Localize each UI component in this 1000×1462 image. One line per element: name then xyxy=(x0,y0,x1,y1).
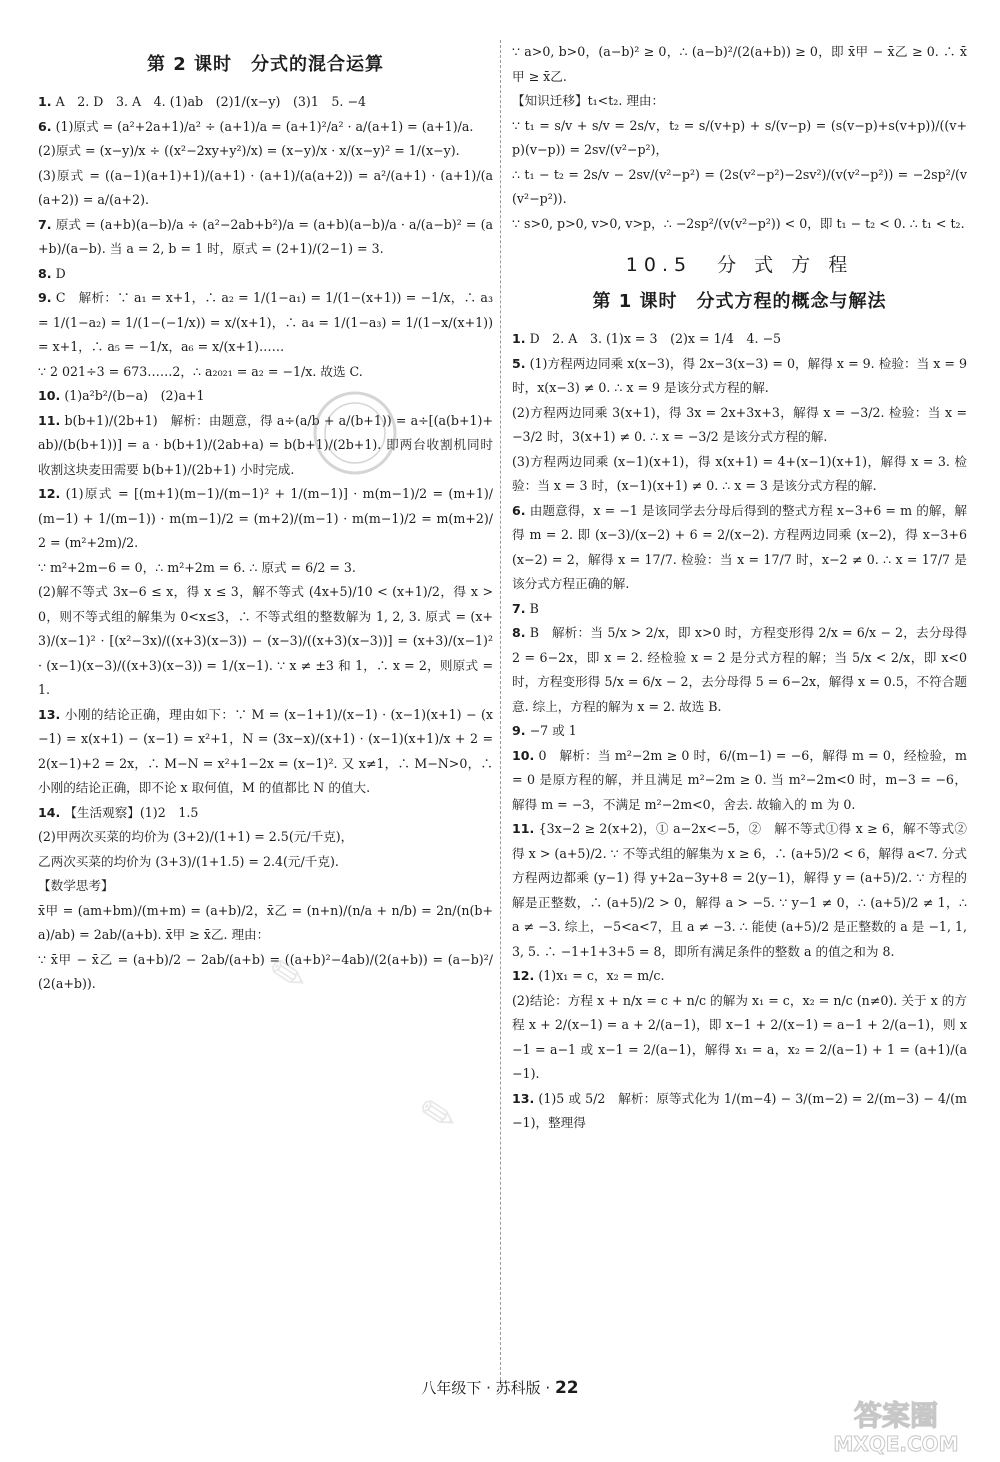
lesson-title-right: 第 1 课时 分式方程的概念与解法 xyxy=(592,291,887,312)
answer-item xyxy=(512,401,972,450)
answer-text: 0 解析：当 m²−2m ≥ 0 时，6/(m−1) = −6，解得 m = 0，经检验，m = 0 是原方程的解，并且满足 m²−2m ≥ 0. 当 m²−2m<0 时，m−3 = −6，解得 m = −3，不满足 m²−2m<0，舍去. 故输入的 m 为 0. xyxy=(512,747,972,812)
answer-item xyxy=(512,964,967,989)
section-title: 10.5 分 式 方 程 xyxy=(625,254,854,276)
answer-number: 9. xyxy=(512,723,526,738)
answer-item xyxy=(38,703,498,801)
left-column xyxy=(38,40,498,997)
answer-item xyxy=(38,825,493,850)
answer-item xyxy=(512,597,967,622)
answer-number: 8. xyxy=(38,265,52,281)
answer-number: 8. xyxy=(512,625,526,640)
answer-text: x̄甲 = (am+bm)/(m+m) = (a+b)/2，x̄乙 = (n+n)/(n/a + n/b) = 2n/(n(b+a)/ab) = 2ab/(a+b). x̄甲 ≥ x̄乙. 理由： xyxy=(38,902,493,942)
answer-number: 13. xyxy=(512,1090,535,1106)
answer-number: 5. xyxy=(512,355,526,371)
answer-text: ∵ m²+2m−6 = 0，∴ m²+2m = 6. ∴ 原式 = 6/2 = 3. xyxy=(38,559,356,575)
answer-number: 12. xyxy=(38,486,61,501)
watermark-ghost-text-2: ✎ xyxy=(415,1086,462,1145)
answer-number: 6. xyxy=(38,118,52,134)
answer-number: 10. xyxy=(38,388,61,403)
answer-item xyxy=(38,482,493,556)
answer-number: 9. xyxy=(38,290,52,305)
answer-text: ∵ t₁ = s/v + s/v = 2s/v，t₂ = s/(v+p) + s/(v−p) = (s(v−p)+s(v+p))/((v+p)(v−p)) = 2sv/(v²−p²)， xyxy=(512,117,967,157)
answer-text: (1)原式 = (a²+2a+1)/a² ÷ (a+1)/a = (a+1)²/a² · a/(a+1) = (a+1)/a. xyxy=(51,118,474,134)
answer-item xyxy=(38,850,493,875)
answer-item xyxy=(38,580,498,703)
answer-text: 【知识迁移】t₁<t₂. 理由： xyxy=(512,93,665,108)
answer-text: (2)方程两边同乘 3(x+1)，得 3x = 2x+3x+3，解得 x = −3/2. 检验：当 x = −3/2 时，3(x+1) ≠ 0. ∴ x = −3/2 是该分式方程的解. xyxy=(512,404,972,444)
answer-number: 13. xyxy=(38,706,61,722)
answer-text: (2)结论：方程 x + n/x = c + n/c 的解为 x₁ = c，x₂ = n/c (n≠0). 关于 x 的方程 x + 2/(x−1) = a + 2/(a−1)，即 x−1 + 2/(x−1) = a−1 + 2/(a−1)，则 x−1 = a−1 或 x−1 = 2/(a−1)，解得 x₁ = a，x₂ = 2/(a−1) + 1 = (a+1)/(a−1). xyxy=(512,992,967,1081)
answer-item xyxy=(38,262,493,287)
answer-number: 14. xyxy=(38,804,61,820)
answer-item xyxy=(512,89,967,114)
answer-item xyxy=(38,164,493,213)
answer-text: ∵ s>0, p>0, v>0, v>p，∴ −2sp²/(v(v²−p²)) < 0，即 t₁ − t₂ < 0. ∴ t₁ < t₂. xyxy=(512,215,965,231)
watermark-ghost-text: ✎ xyxy=(265,946,312,1005)
answer-text: B xyxy=(525,600,539,616)
answer-text: 【数学思考】 xyxy=(38,878,114,893)
answer-text: {3x−2 ≥ 2(x+2)，① a−2x<−5，② 解不等式①得 x ≥ 6，解不等式②得 x > (a+5)/2. ∵ 不等式组的解集为 x ≥ 6，∴ (a+5)/2 < 6，解得 a<7. 分式方程两边都乘 (y−1) 得 y+2a−3y+8 = 2(y−1)，解得 y = (a+5)/2. ∵ 方程的解是正整数，∴ (a+5)/2 > 0，解得 a > −5. ∵ y−1 ≠ 0，∴ (a+5)/2 ≠ 1，∴ a ≠ −3. 综上，−5<a<7，且 a ≠ −3. ∴ 能使 (a+5)/2 是正整数的 a 是 −1, 1, 3, 5. ∴ −1+1+3+5 = 8，即所有满足条件的整数 a 的值之和为 8. xyxy=(512,821,972,959)
answer-item xyxy=(38,899,493,948)
left-answer-list xyxy=(38,90,498,997)
answer-text: (1)x₁ = c，x₂ = m/c. xyxy=(534,968,665,983)
answer-text: D xyxy=(51,265,66,281)
footer-label: 八年级下 · 苏科版 · xyxy=(421,1379,555,1397)
answer-number: 1. xyxy=(38,94,52,109)
answer-number: 10. xyxy=(512,747,535,763)
answer-text: 小刚的结论正确，理由如下：∵ M = (x−1+1)/(x−1) · (x−1)(x+1) − (x−1) = x(x+1) − (x−1) = x²+1，N = (3x−x)/(x+1) · (x−1)(x+1)/x + 2 = 2(x−1)+2 = 2x，∴ M−N = x²+1−2x = (x−1)². 又 x≠1，∴ M−N>0，∴ 小刚的结论正确，即不论 x 取何值，M 的值都比 N 的值大. xyxy=(38,706,498,795)
answer-item xyxy=(512,450,967,499)
right-continued-answers xyxy=(512,40,967,236)
answer-text: (2)甲两次买菜的均价为 (3+2)/(1+1) = 2.5(元/千克)， xyxy=(38,829,354,844)
answer-text: ∴ t₁ − t₂ = 2s/v − 2sv/(v²−p²) = (2s(v²−p²)−2sv²)/(v(v²−p²)) = −2sp²/(v(v²−p²)). xyxy=(512,166,967,206)
answer-item xyxy=(512,499,967,597)
answer-text: ∵ a>0, b>0，(a−b)² ≥ 0，∴ (a−b)²/(2(a+b)) ≥ 0，即 x̄甲 − x̄乙 ≥ 0. ∴ x̄甲 ≥ x̄乙. xyxy=(512,44,967,84)
answer-item xyxy=(512,40,967,89)
answer-item xyxy=(512,1087,967,1136)
answer-item xyxy=(512,114,967,163)
answer-text: 乙两次买菜的均价为 (3+3)/(1+1.5) = 2.4(元/千克). xyxy=(38,853,339,869)
answer-item xyxy=(512,744,972,818)
answer-text: (1)5 或 5/2 解析：原等式化为 1/(m−4) − 3/(m−2) = 2/(m−3) − 4/(m−1)，整理得 xyxy=(512,1090,967,1130)
answer-item xyxy=(38,115,493,140)
answer-item xyxy=(38,360,493,385)
answer-text: B 解析：当 5/x > 2/x，即 x>0 时，方程变形得 2/x = 6/x − 2，去分母得 2 = 6−2x，即 x = 2. 经检验 x = 2 是分式方程的解；当 5/x < 2/x，即 x<0 时，方程变形得 5/x = 6/x − 2，去分母得 5 = 6−2x，解得 x = 0.5，不符合题意. 综上，方程的解为 x = 2. 故选 B. xyxy=(512,625,972,714)
answer-text: ∵ x̄甲 − x̄乙 = (a+b)/2 − 2ab/(a+b) = ((a+b)²−4ab)/(2(a+b)) = (a−b)²/(2(a+b)). xyxy=(38,951,493,991)
answer-text: 由题意得，x = −1 是该同学去分母后得到的整式方程 x−3+6 = m 的解，解得 m = 2. 即 (x−3)/(x−2) + 6 = 2/(x−2). 方程两边同乘 (x−2)，得 x−3+6(x−2) = 2，解得 x = 17/7. 检验：当 x = 17/7 时，x−2 ≠ 0. ∴ x = 17/7 是该分式方程正确的解. xyxy=(512,502,967,591)
answer-item xyxy=(512,327,967,352)
answer-text: D 2. A 3. (1)x = 3 (2)x = 1/4 4. −5 xyxy=(525,331,782,346)
answer-item xyxy=(38,409,493,483)
right-column xyxy=(512,40,972,1136)
answer-item xyxy=(38,874,493,899)
answer-text: (3)方程两边同乘 (x−1)(x+1)，得 x(x+1) = 4+(x−1)(x+1)，解得 x = 3. 检验：当 x = 3 时，(x−1)(x+1) ≠ 0. ∴ x = 3 是该分式方程的解. xyxy=(512,453,967,493)
answer-text: −7 或 1 xyxy=(525,723,577,738)
answer-item xyxy=(512,212,967,237)
answer-text: (2)解不等式 3x−6 ≤ x，得 x ≤ 3，解不等式 (4x+5)/10 < (x+1)/2，得 x > 0，则不等式组的解集为 0<x≤3，∴ 不等式组的整数解为 1, 2, 3. 原式 = (x+3)/(x−1)² · [(x²−3x)/((x+3)(x−3)) − (x−3)/((x+3)(x−3))] = (x+3)/(x−1)² · (x−1)(x−3)/((x+3)(x−3)) = 1/(x−1). ∵ x ≠ ±3 和 1，∴ x = 2，则原式 = 1. xyxy=(38,584,498,697)
answer-item xyxy=(512,989,967,1087)
answer-item xyxy=(38,213,493,262)
answer-number: 6. xyxy=(512,502,526,518)
answer-number: 1. xyxy=(512,331,526,346)
answer-item xyxy=(38,139,493,164)
answer-text: 原式 = (a+b)(a−b)/a ÷ (a²−2ab+b²)/a = (a+b)(a−b)/a · a/(a−b)² = (a+b)/(a−b). 当 a = 2, b = 1 时，原式 = (2+1)/(2−1) = 3. xyxy=(38,216,493,256)
answer-text: ∵ 2 021÷3 = 673……2，∴ a₂₀₂₁ = a₂ = −1/x. 故选 C. xyxy=(38,363,363,379)
stamp-icon xyxy=(310,388,400,478)
answer-item xyxy=(512,163,967,212)
page-number: 22 xyxy=(554,1378,579,1398)
lesson-title: 第 2 课时 分式的混合运算 xyxy=(146,54,385,75)
answer-text: b(b+1)/(2b+1) 解析：由题意，得 a÷(a/b + a/(b+1)) = a÷[(a(b+1)+ab)/(b(b+1))] = a · b(b+1)/(2ab+a) = b(b+1)/(2b+1). 即两台收割机同时收割这块麦田需要 b(b+1)/(2b+1) 小时完成. xyxy=(38,412,493,477)
answer-number: 7. xyxy=(38,216,52,232)
answer-text: 【生活观察】(1)2 1.5 xyxy=(60,804,199,820)
answer-number: 11. xyxy=(38,412,61,428)
column-divider xyxy=(500,40,501,1380)
site-logo xyxy=(806,1395,986,1457)
answer-text: (2)原式 = (x−y)/x ÷ ((x²−2xy+y²)/x) = (x−y)/x · x/(x−y)² = 1/(x−y). xyxy=(38,143,460,158)
watermark-site: MXQE.COM xyxy=(833,1432,959,1456)
answer-item xyxy=(38,801,493,826)
answer-item xyxy=(38,286,498,360)
answer-text: (1)方程两边同乘 x(x−3)，得 2x−3(x−3) = 0，解得 x = 9. 检验：当 x = 9 时，x(x−3) ≠ 0. ∴ x = 9 是该分式方程的解. xyxy=(512,355,972,395)
answer-item xyxy=(512,621,972,719)
answer-number: 7. xyxy=(512,600,526,616)
answer-item xyxy=(38,384,493,409)
answer-item xyxy=(38,90,493,115)
right-answer-list xyxy=(512,327,972,1136)
answer-item xyxy=(38,556,493,581)
answer-number: 12. xyxy=(512,968,535,983)
watermark-brand: 答案圈 xyxy=(853,1399,939,1432)
answer-item xyxy=(512,817,972,964)
answer-item xyxy=(512,352,972,401)
answer-text: (1)原式 = [(m+1)(m−1)/(m−1)² + 1/(m−1)] · m(m−1)/2 = (m+1)/(m−1) + 1/(m−1)) · m(m−1)/2 = (m+2)/(m−1) · m(m−1)/2 = m(m+2)/2 = (m²+2m)/2. xyxy=(38,486,493,550)
answer-text: A 2. D 3. A 4. (1)ab (2)1/(x−y) (3)1 5. −4 xyxy=(51,94,367,109)
answer-text: C 解析：∵ a₁ = x+1，∴ a₂ = 1/(1−a₁) = 1/(1−(x+1)) = −1/x，∴ a₃ = 1/(1−a₂) = 1/(1−(−1/x)) = x/(x+1)，∴ a₄ = 1/(1−a₃) = 1/(1−x/(x+1)) = x+1，∴ a₅ = −1/x，a₆ = x/(x+1)…… xyxy=(38,290,498,354)
answer-number: 11. xyxy=(512,821,535,836)
answer-text: (3)原式 = ((a−1)(a+1)+1)/(a+1) · (a+1)/(a(a+2)) = a²/(a+1) · (a+1)/(a(a+2)) = a/(a+2). xyxy=(38,167,493,207)
answer-text: (1)a²b²/(b−a) (2)a+1 xyxy=(60,388,205,403)
answer-item xyxy=(512,719,967,744)
